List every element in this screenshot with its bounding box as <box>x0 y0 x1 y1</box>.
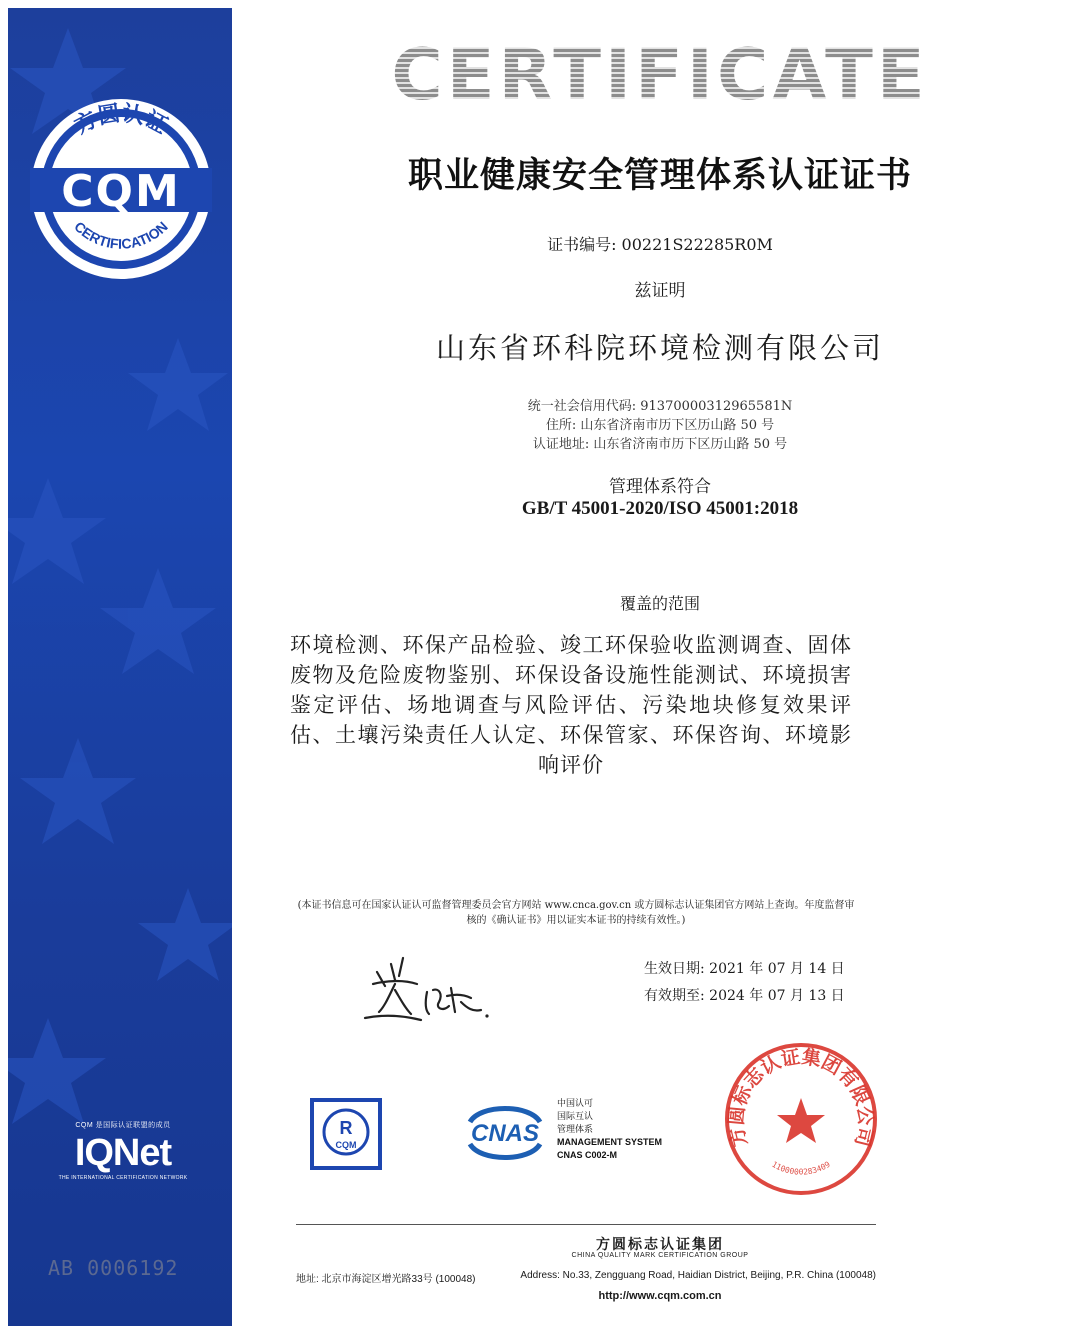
certificate-heading: CERTIFICATE <box>240 34 1080 116</box>
r-cqm-mark <box>310 1098 382 1170</box>
verification-note: (本证书信息可在国家认证认可监督管理委员会官方网站 www.cnca.gov.cn 或方圆标志认证集团官方网站上查询。年度监督审核的《确认证书》用以证实本证书的持续有效性。) <box>297 900 855 926</box>
company-name: 山东省环科院环境检测有限公司 <box>435 331 884 365</box>
footer-address-cn: 地址: 北京市海淀区增光路33号 (100048) <box>296 1274 476 1285</box>
cqm-logo-bottom-text: CERTIFICATION <box>71 218 171 252</box>
cqm-logo-top-text: 方圆认证 <box>70 101 172 140</box>
company-seal <box>722 1040 880 1198</box>
cnas-line: 管理体系 <box>557 1124 594 1134</box>
registered-address: 住所: 山东省济南市历下区历山路 50 号 <box>545 418 775 433</box>
footer-org-cn: 方圆标志认证集团 <box>596 1237 724 1253</box>
cnas-line: CNAS C002-M <box>557 1150 618 1160</box>
validity-dates <box>644 956 845 1010</box>
holder-info <box>240 397 1080 454</box>
scope-label: 覆盖的范围 <box>619 594 700 613</box>
certificate-cn-title: 职业健康安全管理体系认证证书 <box>407 156 912 196</box>
standard-code: GB/T 45001-2020/ISO 45001:2018 <box>521 498 799 519</box>
credit-code: 统一社会信用代码: 91370000312965581N <box>527 399 793 414</box>
expiry-date: 有效期至: 2024 年 07 月 13 日 <box>644 988 845 1004</box>
r-mark-cqm: CQM <box>335 1140 357 1150</box>
footer-divider <box>296 1224 876 1225</box>
serial-number: AB 0006192 <box>48 1256 179 1280</box>
r-mark-letter: R <box>339 1118 353 1138</box>
hereby-certify: 兹证明 <box>634 281 686 301</box>
seal-text: 方圆标志认证集团有限公司 <box>725 1046 877 1149</box>
certified-address: 认证地址: 山东省济南市历下区历山路 50 号 <box>532 437 788 452</box>
footer-address <box>296 1270 876 1285</box>
cnas-accreditation-text <box>557 1097 662 1162</box>
cnas-logo <box>460 1100 550 1166</box>
iqnet-main-text: IQNet <box>74 1132 172 1174</box>
iqnet-top-text: CQM 是国际认证联盟的成员 <box>75 1122 171 1129</box>
certificate-number: 证书编号: 00221S22285R0M <box>547 235 773 254</box>
standard-label: 管理体系符合 <box>609 477 711 497</box>
scope-text: 环境检测、环保产品检验、竣工环保验收监测调查、固体废物及危险废物鉴别、环保设备设施性能测试、环境损害鉴定评估、场地调查与风险评估、污染地块修复效果评估、土壤污染责任人认定、环保管家、环保咨询、环境影响评价 <box>290 633 852 777</box>
footer-org-en: CHINA QUALITY MARK CERTIFICATION GROUP <box>571 1252 749 1259</box>
signature <box>355 950 505 1030</box>
cnas-logo-text: CNAS <box>470 1120 540 1147</box>
effective-date: 生效日期: 2021 年 07 月 14 日 <box>644 961 845 977</box>
iqnet-bottom-text: THE INTERNATIONAL CERTIFICATION NETWORK <box>58 1175 188 1181</box>
footer-website: http://www.cqm.com.cn <box>598 1290 722 1302</box>
cnas-line: 国际互认 <box>557 1111 594 1121</box>
cqm-logo-main-text: CQM <box>61 166 181 217</box>
cnas-line: 中国认可 <box>557 1098 594 1108</box>
cqm-logo <box>28 96 214 282</box>
seal-number: 1100000283409 <box>770 1159 832 1177</box>
footer-address-en: Address: No.33, Zengguang Road, Haidian District, Beijing, P.R. China (100048) <box>520 1270 876 1281</box>
iqnet-logo <box>28 1120 218 1196</box>
cnas-line: MANAGEMENT SYSTEM <box>557 1137 663 1147</box>
